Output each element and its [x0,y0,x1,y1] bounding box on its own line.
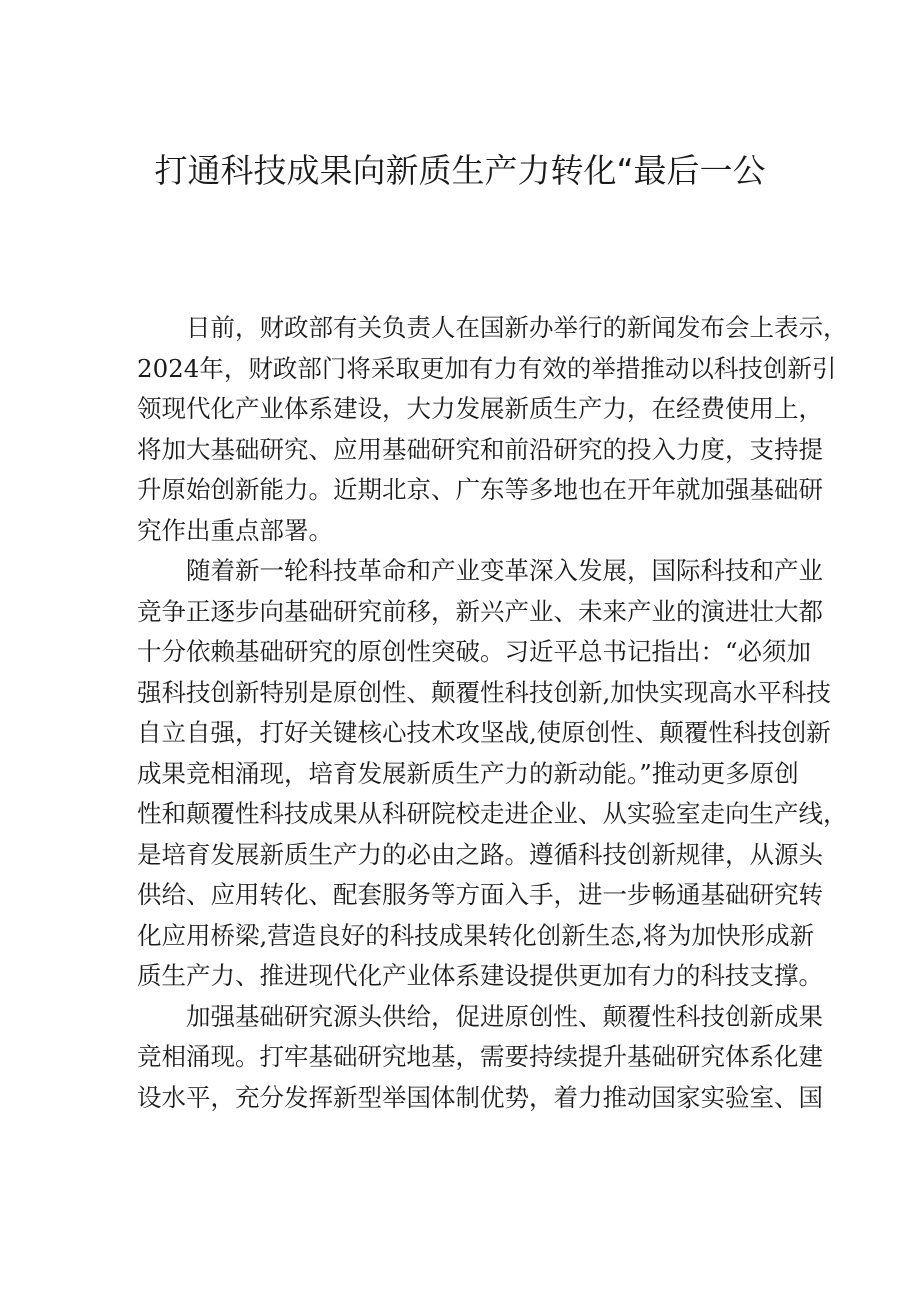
text-line: 自立自强，打好关键核心技术攻坚战,使原创性、颠覆性科技创新 [137,718,831,747]
document-body [137,308,848,1118]
paragraph-1 [137,308,848,551]
text-line: 设水平，充分发挥新型举国体制优势，着力推动国家实验室、国 [137,1082,823,1112]
text-line: 随着新一轮科技革命和产业变革深入发展，国际科技和产业 [186,556,823,585]
paragraph-3 [137,997,823,1119]
text-line: 性和颠覆性科技成果从科研院校走进企业、从实验室走向生产线， [137,799,848,828]
text-line: 加强基础研究源头供给，促进原创性、颠覆性科技创新成果 [186,1001,823,1031]
text-line: 十分依赖基础研究的原创性突破。习近平总书记指出：“必须加 [137,637,812,666]
document-title: 打通科技成果向新质生产力转化“最后一公 [154,151,766,190]
text-line: 领现代化产业体系建设，大力发展新质生产力，在经费使用上， [137,394,823,423]
text-line: 升原始创新能力。近期北京、广东等多地也在开年就加强基础研 [137,475,823,504]
text-line: 成果竞相涌现，培育发展新质生产力的新动能。”推动更多原创 [137,758,799,788]
text-line: 将加大基础研究、应用基础研究和前沿研究的投入力度，支持提 [137,434,823,464]
text-line: 是培育发展新质生产力的必由之路。遵循科技创新规律，从源头 [137,839,823,869]
text-line: 化应用桥梁,营造良好的科技成果转化创新生态,将为加快形成新 [137,920,815,950]
text-line: 质生产力、推进现代化产业体系建设提供更加有力的科技支撑。 [137,961,823,990]
paragraph-2 [137,551,848,997]
text-line: 日前，财政部有关负责人在国新办举行的新闻发布会上表示， [186,313,848,342]
text-line: 竞相涌现。打牢基础研究地基，需要持续提升基础研究体系化建 [137,1042,823,1071]
text-line: 究作出重点部署。 [137,515,333,545]
text-line: 供给、应用转化、配套服务等方面入手，进一步畅通基础研究转 [137,880,823,909]
text-line: 竞争正逐步向基础研究前移，新兴产业、未来产业的演进壮大都 [137,596,823,626]
text-line: 2024年，财政部门将采取更加有力有效的举措推动以科技创新引 [137,353,837,383]
text-line: 强科技创新特别是原创性、颠覆性科技创新,加快实现高水平科技 [137,677,831,707]
